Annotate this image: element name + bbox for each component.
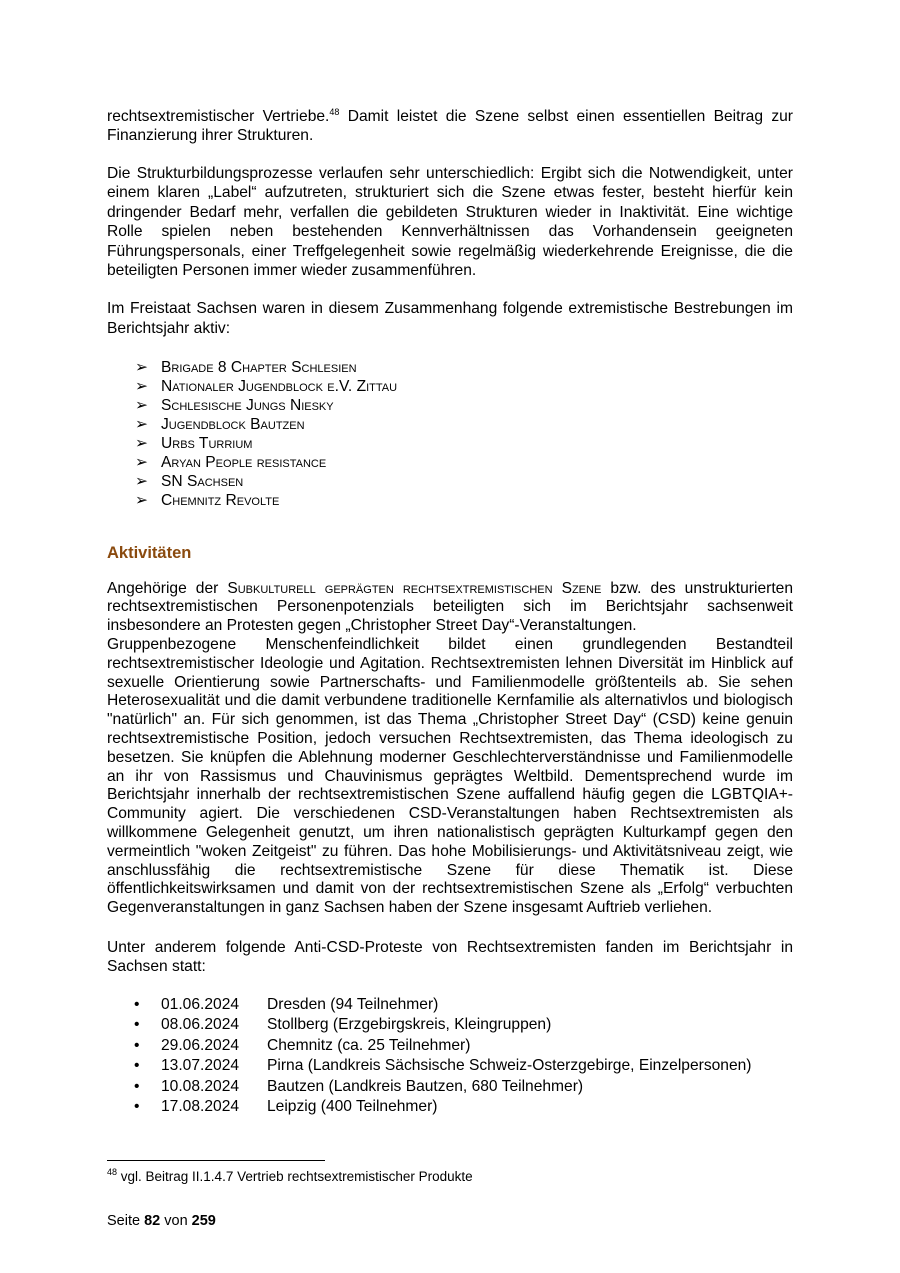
group-list-item	[107, 492, 793, 511]
protest-list-item	[107, 1078, 793, 1098]
arrow-bullet-icon: ➢	[135, 377, 149, 395]
protest-location: Pirna (Landkreis Sächsische Schweiz-Osterzgebirge, Einzelpersonen)	[267, 1057, 752, 1075]
protest-date: 13.07.2024	[161, 1057, 240, 1075]
paragraph-text: Angehörige der	[107, 579, 228, 597]
paragraph-text: bzw. des unstrukturierten rechtsextremistischen Personenpotenzials beteiligten sich im Berichtsjahr sachsenweit insbesondere an Protesten gegen „Christopher Street Day“-Veranstaltungen.	[107, 579, 794, 635]
arrow-bullet-icon: ➢	[135, 434, 149, 452]
arrow-bullet-icon: ➢	[135, 358, 149, 376]
protest-list-item	[107, 1057, 793, 1077]
protest-date: 08.06.2024	[161, 1016, 240, 1034]
protest-list-item	[107, 1016, 793, 1036]
paragraph-intro	[107, 107, 793, 145]
scene-term: Subkulturell geprägten rechtsextremistischen Szene	[227, 579, 602, 597]
protest-location: Bautzen (Landkreis Bautzen, 680 Teilnehmer)	[267, 1077, 584, 1095]
group-name: Chemnitz Revolte	[161, 491, 280, 509]
paragraph-protests-intro: Unter anderem folgende Anti-CSD-Proteste von Rechtsextremisten fanden im Berichtsjahr in Sachsen statt:	[107, 938, 793, 975]
group-list-item	[107, 378, 793, 397]
group-name: Brigade 8 Chapter Schlesien	[161, 358, 357, 376]
footnote-reference: 48	[329, 107, 340, 117]
footnote-number: 48	[107, 1167, 118, 1177]
group-name: Schlesische Jungs Niesky	[161, 396, 334, 414]
group-name: SN Sachsen	[161, 472, 244, 490]
arrow-bullet-icon: ➢	[135, 472, 149, 490]
bullet-icon: •	[134, 995, 140, 1013]
section-heading: Aktivitäten	[107, 543, 192, 562]
group-list-item	[107, 359, 793, 378]
group-list-item	[107, 397, 793, 416]
footnote	[107, 1169, 473, 1185]
paragraph-text: rechtsextremistischer Vertriebe.	[107, 108, 330, 125]
protest-date: 10.08.2024	[161, 1077, 240, 1095]
group-list-item	[107, 473, 793, 492]
page-number	[107, 1213, 216, 1229]
bullet-icon: •	[134, 1077, 140, 1095]
protest-location: Dresden (94 Teilnehmer)	[267, 995, 439, 1013]
protest-date: 01.06.2024	[161, 995, 240, 1013]
paragraph-activities	[107, 580, 793, 636]
group-name: Jugendblock Bautzen	[161, 415, 305, 433]
page-number-middle: von	[160, 1213, 192, 1229]
bullet-icon: •	[134, 1097, 140, 1115]
protest-location: Chemnitz (ca. 25 Teilnehmer)	[267, 1036, 471, 1054]
bullet-icon: •	[134, 1036, 140, 1054]
footnote-divider	[107, 1160, 325, 1161]
arrow-bullet-icon: ➢	[135, 453, 149, 471]
paragraph-text: Damit leistet die Szene selbst einen essentiellen Beitrag zur Finanzierung ihrer Strukturen.	[107, 108, 793, 144]
protest-location: Leipzig (400 Teilnehmer)	[267, 1097, 438, 1115]
page-number-current: 82	[144, 1213, 161, 1229]
arrow-bullet-icon: ➢	[135, 396, 149, 414]
group-name: Nationaler Jugendblock e.V. Zittau	[161, 377, 398, 395]
group-list-item	[107, 416, 793, 435]
protest-date: 17.08.2024	[161, 1097, 240, 1115]
bullet-icon: •	[134, 1016, 140, 1034]
page-number-prefix: Seite	[107, 1213, 145, 1229]
group-name: Aryan People resistance	[161, 453, 327, 471]
protest-list-item	[107, 1098, 793, 1118]
paragraph-ideology: Gruppenbezogene Menschenfeindlichkeit bildet einen grundlegenden Bestandteil rechtsextremistischer Ideologie und Agitation. Rechtsextremisten lehnen Diversität im Hinblick auf sexuelle Orientierung sowie Partnerschafts- und Familienmodelle größtenteils ab. Sie sehen Heterosexualität und die damit verbundene traditionelle Kernfamilie als alternativlos und biologisch "natürlich" an. Für sich genommen, ist das Thema „Christopher Street Day“ (CSD) keine genuin rechtsextremistische Position, jedoch versuchen Rechtsextremisten, das Thema ideologisch zu besetzen. Sie knüpfen die Ablehnung moderner Geschlechterverständnisse und Familienmodelle an ihr von Rassismus und Chauvinismus geprägtes Weltbild. Dementsprechend wurde im Berichtsjahr innerhalb der rechtsextremistischen Szene auffallend häufig gegen die LGBTQIA+-Community agiert. Die verschiedenen CSD-Veranstaltungen haben Rechtsextremisten als willkommene Gelegenheit genutzt, um ihren nationalistisch geprägten Kulturkampf gegen den vermeintlich "woken Zeitgeist" zu führen. Das hohe Mobilisierungs- und Aktivitätsniveau zeigt, wie anschlussfähig die rechtsextremistische Szene für diese Thematik ist. Diese öffentlichkeitswirksamen und damit von der rechtsextremistischen Szene als „Erfolg“ verbuchten Gegenveranstaltungen in ganz Sachsen haben der Szene insgesamt Auftrieb verliehen.	[107, 636, 793, 917]
group-list-item	[107, 454, 793, 473]
protest-list-item	[107, 1037, 793, 1057]
paragraph-structures: Die Strukturbildungsprozesse verlaufen sehr unterschiedlich: Ergibt sich die Notwendigkeit, unter einem klaren „Label“ aufzutreten, strukturiert sich die Szene etwas fester, besteht hierfür kein dringender Bedarf mehr, verfallen die gebildeten Strukturen wieder in Inaktivität. Eine wichtige Rolle spielen neben bestehenden Kennverhältnissen das Vorhandensein geeigneten Führungspersonals, einer Treffgelegenheit sowie regelmäßig wiederkehrende Ereignisse, die die beteiligten Personen immer wieder zusammenführen.	[107, 165, 793, 280]
arrow-bullet-icon: ➢	[135, 491, 149, 509]
page-number-total: 259	[191, 1213, 216, 1229]
protest-location: Stollberg (Erzgebirgskreis, Kleingruppen)	[267, 1016, 552, 1034]
paragraph-groups-intro: Im Freistaat Sachsen waren in diesem Zusammenhang folgende extremistische Bestrebungen im Berichtsjahr aktiv:	[107, 300, 793, 338]
arrow-bullet-icon: ➢	[135, 415, 149, 433]
groups-list	[107, 359, 793, 511]
protest-date: 29.06.2024	[161, 1036, 240, 1054]
protests-list	[107, 996, 793, 1118]
footnote-text: vgl. Beitrag II.1.4.7 Vertrieb rechtsextremistischer Produkte	[117, 1169, 473, 1184]
document-body	[107, 107, 793, 1118]
group-name: Urbs Turrium	[161, 434, 253, 452]
protest-list-item	[107, 996, 793, 1016]
group-list-item	[107, 435, 793, 454]
bullet-icon: •	[134, 1057, 140, 1075]
